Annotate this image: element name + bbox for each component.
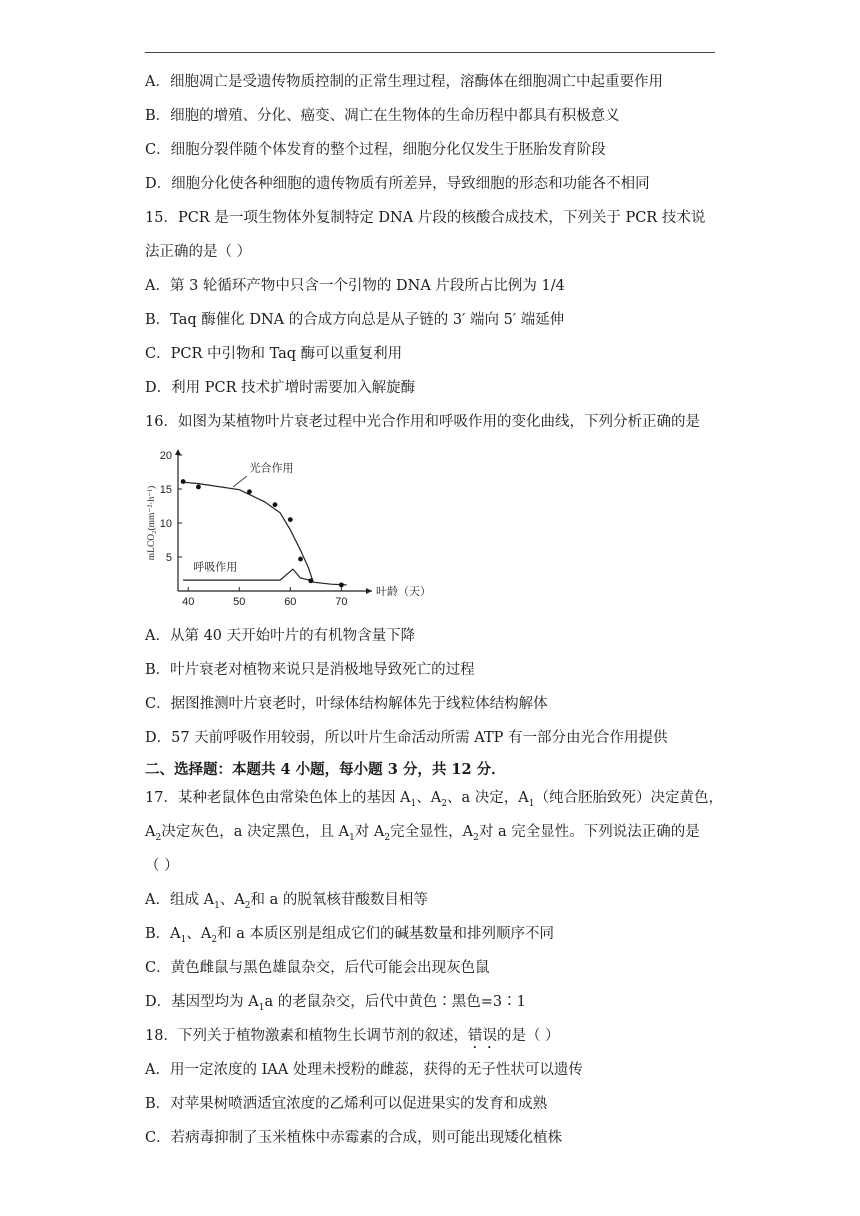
- data-point: [196, 485, 201, 490]
- section2-heading: 二、选择题：本题共 4 小题，每小题 3 分，共 12 分．: [145, 761, 506, 778]
- q15-stem-line1: 15．PCR 是一项生物体外复制特定 DNA 片段的核酸合成技术，下列关于 PCR 技术说: [145, 210, 706, 226]
- q18-stem: 18．下列关于植物激素和植物生长调节剂的叙述，错误的是（ ）: [145, 1028, 560, 1044]
- x-tick-label: 70: [335, 596, 348, 608]
- data-point: [298, 557, 303, 562]
- x-tick-label: 40: [182, 596, 195, 608]
- series-label-photosynthesis: 光合作用: [249, 461, 294, 475]
- q17-option-b: B．$A_1$、$A_2$和 a 本质区别是组成它们的碱基数量和排列顺序不同: [145, 926, 554, 945]
- q16-chart: [140, 445, 431, 614]
- q16-stem: 16．如图为某植物叶片衰老过程中光合作用和呼吸作用的变化曲线，下列分析正确的是: [145, 414, 700, 430]
- q17-option-a: A．组成 $A_1$、$A_2$和 a 的脱氧核苷酸数目相等: [145, 892, 428, 911]
- q16-option-d: D．57 天前呼吸作用较弱，所以叶片生命活动所需 ATP 有一部分由光合作用提供: [145, 730, 668, 746]
- q14-option-c: C．细胞分裂伴随个体发育的整个过程，细胞分化仅发生于胚胎发育阶段: [145, 142, 606, 158]
- q15-option-d: D．利用 PCR 技术扩增时需要加入解旋酶: [145, 380, 416, 396]
- x-tick-label: 50: [233, 596, 246, 608]
- x-axis-arrow: [366, 588, 372, 594]
- series-label-respiration: 呼吸作用: [193, 560, 238, 574]
- y-axis-label: mLCO₂(mm⁻²·h⁻¹): [147, 485, 157, 561]
- q16-option-a: A．从第 40 天开始叶片的有机物含量下降: [145, 628, 416, 644]
- y-tick-label: 5: [165, 552, 172, 564]
- q17-stem-line2: $A_2$决定灰色，a 决定黑色，且 $A_1$对 $A_2$完全显性，$A_2$对 a 完全显性。下列说法正确的是: [145, 824, 700, 843]
- q17-option-d: D．基因型均为 $A_1a$ 的老鼠杂交，后代中黄色∶黑色=3∶1: [145, 994, 526, 1013]
- q18-option-c: C．若病毒抑制了玉米植株中赤霉素的合成，则可能出现矮化植株: [145, 1130, 563, 1146]
- q15-stem-line2: 法正确的是（ ）: [145, 244, 252, 260]
- q17-stem-line1: 17．某种老鼠体色由常染色体上的基因 $A_1$、$A_2$、a 决定，$A_1$（纯合胚胎致死）决定黄色，: [145, 790, 723, 809]
- q16-option-b: B．叶片衰老对植物来说只是消极地导致死亡的过程: [145, 662, 475, 678]
- q15-option-b: B．Taq 酶催化 DNA 的合成方向总是从子链的 3′ 端向 5′ 端延伸: [145, 312, 565, 328]
- series-label-leader: [233, 476, 247, 487]
- q14-option-a: A．细胞凋亡是受遗传物质控制的正常生理过程，溶酶体在细胞凋亡中起重要作用: [145, 74, 663, 90]
- q14-option-b: B．细胞的增殖、分化、癌变、凋亡在生物体的生命历程中都具有积极意义: [145, 108, 620, 124]
- data-point: [181, 479, 186, 484]
- q16-chart-svg: [140, 445, 431, 610]
- y-axis-arrow: [175, 449, 181, 455]
- y-tick-label: 20: [159, 450, 172, 462]
- q14-option-d: D．细胞分化使各种细胞的遗传物质有所差异，导致细胞的形态和功能各不相同: [145, 176, 650, 192]
- data-point: [288, 517, 293, 522]
- x-axis-label: 叶龄（天）: [376, 585, 431, 598]
- data-point: [308, 578, 313, 583]
- x-tick-label: 60: [284, 596, 297, 608]
- y-tick-label: 10: [159, 518, 172, 530]
- q16-option-c: C．据图推测叶片衰老时，叶绿体结构解体先于线粒体结构解体: [145, 696, 548, 712]
- q17-stem-line3: （ ）: [145, 858, 179, 874]
- q18-option-b: B．对苹果树喷洒适宜浓度的乙烯利可以促进果实的发育和成熟: [145, 1096, 548, 1112]
- q18-option-a: A．用一定浓度的 IAA 处理未授粉的雌蕊，获得的无子性状可以遗传: [145, 1062, 583, 1078]
- data-point: [339, 582, 344, 587]
- data-point: [247, 489, 252, 494]
- q15-option-c: C．PCR 中引物和 Taq 酶可以重复利用: [145, 346, 403, 362]
- data-point: [273, 502, 278, 507]
- y-tick-label: 15: [159, 484, 172, 496]
- q15-option-a: A．第 3 轮循环产物中只含一个引物的 DNA 片段所占比例为 1/4: [145, 278, 565, 294]
- header-rule: [145, 52, 715, 53]
- q17-option-c: C．黄色雌鼠与黑色雄鼠杂交，后代可能会出现灰色鼠: [145, 960, 490, 976]
